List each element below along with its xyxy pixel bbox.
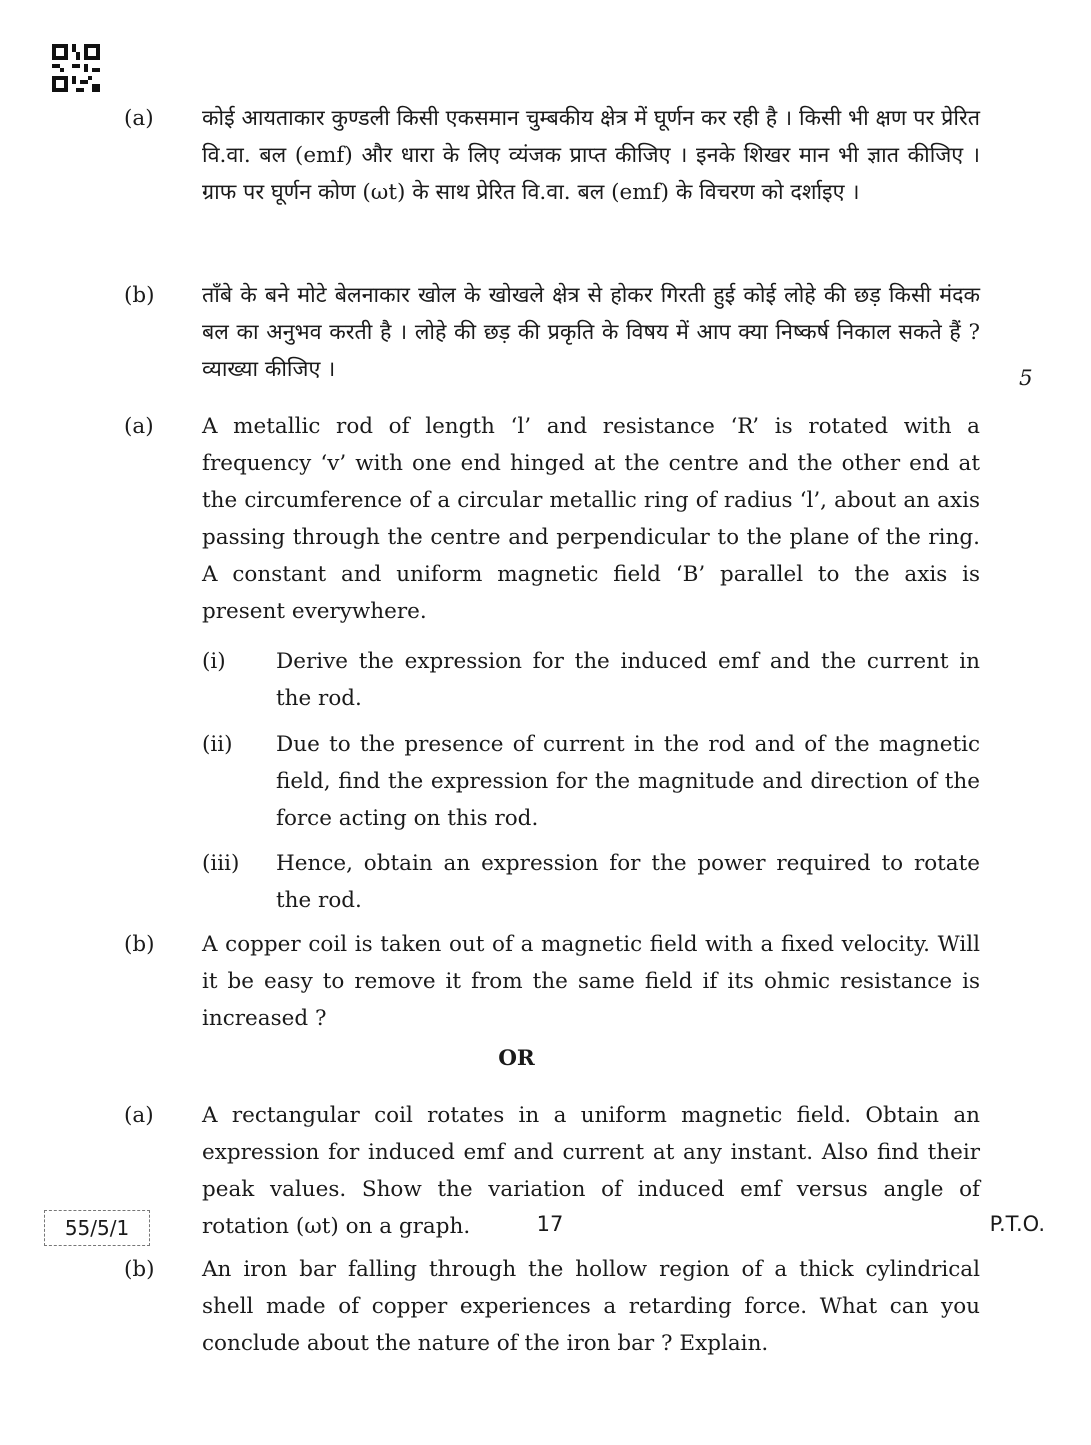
label-b: (b)	[124, 283, 155, 308]
english-a-text: A metallic rod of length ‘l’ and resistance ‘R’ is rotated with a frequency ‘v’ with one end hinged at the centre and the other end at the circumference of a circular metallic ring of radius ‘l’, about an axis passing through the centre and perpendicular to the plane of the ring. A constant and uniform magnetic field ‘B’ parallel to the axis is present everywhere.	[202, 414, 980, 624]
label-b: (b)	[124, 932, 155, 957]
sub-i-text: Derive the expression for the induced emf and the current in the rod.	[276, 649, 980, 711]
hindi-question-a	[124, 100, 980, 211]
hindi-question-b	[124, 277, 980, 388]
qr-code-icon	[52, 44, 100, 92]
english-b-text: A copper coil is taken out of a magnetic field with a fixed velocity. Will it be easy to remove it from the same field if its ohmic resistance is increased ?	[202, 932, 980, 1031]
paper-code: 55/5/1	[44, 1210, 150, 1246]
or-b-text: An iron bar falling through the hollow region of a thick cylindrical shell made of copper experiences a retarding force. What can you conclude about the nature of the iron bar ? Explain.	[202, 1257, 980, 1356]
or-a-text: A rectangular coil rotates in a uniform magnetic field. Obtain an expression for induced emf and current at any instant. Also find their peak values. Show the variation of induced emf versus angle of rotation (ωt) on a graph.	[202, 1103, 980, 1239]
page-number: 17	[536, 1212, 564, 1236]
english-sub-i	[124, 643, 980, 717]
pto-label: P.T.O.	[989, 1212, 1045, 1236]
or-question-b	[124, 1251, 980, 1362]
hindi-b-text: ताँबे के बने मोटे बेलनाकार खोल के खोखले क्षेत्र से होकर गिरती हुई कोई लोहे की छड़ किसी मंदक बल का अनुभव करती है । लोहे की छड़ की प्रकृति के विषय में आप क्या निष्कर्ष निकाल सकते हैं ? व्याख्या कीजिए ।	[202, 283, 980, 382]
english-sub-iii	[124, 845, 980, 919]
sub-iii-text: Hence, obtain an expression for the power required to rotate the rod.	[276, 851, 980, 913]
label-b: (b)	[124, 1257, 155, 1282]
label-i: (i)	[202, 649, 226, 674]
sub-ii-text: Due to the presence of current in the rod and of the magnetic field, find the expression for the magnitude and direction of the force acting on this rod.	[276, 732, 980, 831]
english-question-b	[124, 926, 980, 1037]
english-sub-ii	[124, 726, 980, 837]
label-ii: (ii)	[202, 732, 233, 757]
label-a: (a)	[124, 414, 154, 439]
hindi-a-text: कोई आयताकार कुण्डली किसी एकसमान चुम्बकीय क्षेत्र में घूर्णन कर रही है । किसी भी क्षण पर प्रेरित वि.वा. बल (emf) और धारा के लिए व्यंजक प्राप्त कीजिए । इनके शिखर मान भी ज्ञात कीजिए । ग्राफ पर घूर्णन कोण (ωt) के साथ प्रेरित वि.वा. बल (emf) के विचरण को दर्शाइए ।	[202, 106, 980, 205]
label-iii: (iii)	[202, 851, 240, 876]
label-a: (a)	[124, 1103, 154, 1128]
marks: 5	[1019, 366, 1033, 391]
or-separator: OR	[498, 1046, 535, 1071]
english-question-a	[124, 408, 980, 630]
label-a: (a)	[124, 106, 154, 131]
